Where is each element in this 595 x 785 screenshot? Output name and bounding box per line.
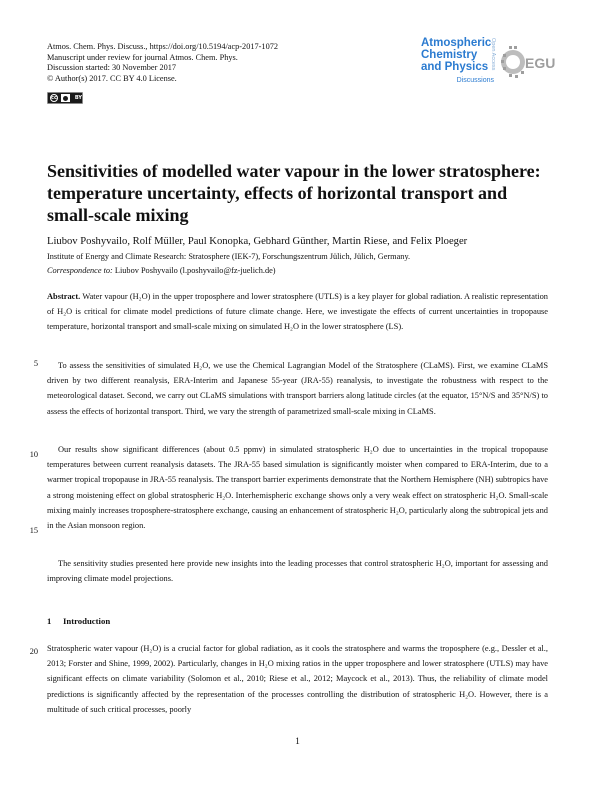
journal-logo-line: and Physics	[421, 61, 489, 74]
author-list: Liubov Poshyvailo, Rolf Müller, Paul Konopka, Gebhard Günther, Martin Riese, and Felix Ploeger	[47, 236, 468, 247]
cc-by-license-badge[interactable]	[47, 92, 83, 104]
egu-logo-icon[interactable]	[499, 40, 556, 84]
journal-logo[interactable]	[421, 37, 496, 87]
paper-title: Sensitivities of modelled water vapour in the lower stratosphere: temperature uncertainty, effects of horizontal transport and small-scale mixing	[47, 161, 541, 225]
journal-logo-discussions: Discussions	[456, 76, 494, 84]
line-number: 15	[29, 526, 38, 535]
line-number: 10	[29, 450, 38, 459]
header-meta	[47, 42, 278, 84]
cc-icon: cc	[51, 95, 57, 101]
affiliation: Institute of Energy and Climate Research: Stratosphere (IEK-7), Forschungszentrum Jülich, Jülich, Germany.	[47, 252, 411, 261]
section-title: Introduction	[63, 616, 111, 626]
abstract-paragraph-1	[47, 289, 548, 335]
abstract-paragraph-4: The sensitivity studies presented here provide new insights into the leading processes that control stratospheric H₂O, important for assessing and improving climate model projections.	[47, 559, 548, 584]
line-number: 20	[29, 647, 38, 656]
line-number: 5	[33, 359, 38, 368]
abstract-label: Abstract.	[47, 292, 81, 301]
correspondence-text: Liubov Poshyvailo (l.poshyvailo@fz-juelich.de)	[114, 266, 276, 275]
header-line: © Author(s) 2017. CC BY 4.0 License.	[47, 73, 177, 83]
correspondence-label: Correspondence to:	[47, 266, 113, 275]
open-access-label: Open Access	[490, 38, 496, 71]
journal-logo-line: Atmospheric	[421, 37, 492, 49]
introduction-paragraph: Stratospheric water vapour (H₂O) is a crucial factor for global radiation, as it cools the stratosphere and warms the troposphere (e.g., Dessler et al., 2013; Forster and Shine, 1999, 2002). Particularly, changes in H₂O mixing ratios in the upper troposphere and lower stratosphere (UTLS) may have significant effects on climate variability (Solomon et al., 2010; Riese et al., 2012; Maycock et al., 2013). Thus, the reliability of climate model predictions is significantly affected by the representation of the processes controlling the distribution of stratospheric H₂O. However, there is a multitude of such critical processes, poorly	[47, 644, 548, 714]
abstract-paragraph-3: Our results show significant differences (about 0.5 ppmv) in simulated stratospheric H₂O due to uncertainties in the tropical tropopause temperatures between current reanalysis datasets. The JRA-55 based simulation is significantly moister when compared to ERA-Interim, due to a warmer tropical tropopause in JRA-55 reanalysis. The transport barrier experiments demonstrate that the Northern Hemisphere (NH) subtropics have a strong moistening effect on global stratospheric H₂O. Interhemispheric exchange shows only a very weak effect on stratospheric H₂O. Small-scale mixing mainly increases troposphere-stratosphere exchange, causing an enhancement of stratospheric H₂O, particularly along the subtropical jets and in the Asian monsoon region.	[47, 445, 548, 531]
page-number: 1	[295, 737, 300, 747]
section-heading	[47, 616, 110, 626]
abstract-paragraph-2: To assess the sensitivities of simulated H₂O, we use the Chemical Lagrangian Model of the Stratosphere (CLaMS). First, we examine CLaMS driven by two different reanalysis, ERA-Interim and Japanese 55-year (JRA-55) reanalysis, to investigate the robustness with respect to the meteorological dataset. Second, we carry out CLaMS simulations with transport barriers along latitude circles (at the equator, 15°N/S and 35°N/S) to assess the effects of horizontal transport. Third, we vary the strength of parametrized small-scale mixing in CLaMS.	[47, 361, 548, 416]
abstract-text: Water vapour (H₂O) in the upper troposphere and lower stratosphere (UTLS) is a key player for global radiation. A realistic representation of H₂O is critical for climate model predictions of future climate change. Here, we investigate the effects of current uncertainties in tropopause temperature, horizontal transport and small-scale mixing on simulated H₂O in the lower stratosphere (LS).	[47, 292, 548, 332]
person-icon	[61, 94, 70, 102]
header-line: Atmos. Chem. Phys. Discuss., https://doi.org/10.5194/acp-2017-1072	[47, 42, 279, 51]
journal-logo-line: Chemistry	[421, 49, 478, 62]
by-label: BY	[74, 95, 82, 101]
egu-text: EGU	[525, 55, 556, 71]
section-number: 1	[47, 616, 52, 626]
header-line: Discussion started: 30 November 2017	[47, 63, 177, 73]
header-line: Manuscript under review for journal Atmos. Chem. Phys.	[47, 52, 238, 62]
correspondence	[47, 266, 276, 275]
